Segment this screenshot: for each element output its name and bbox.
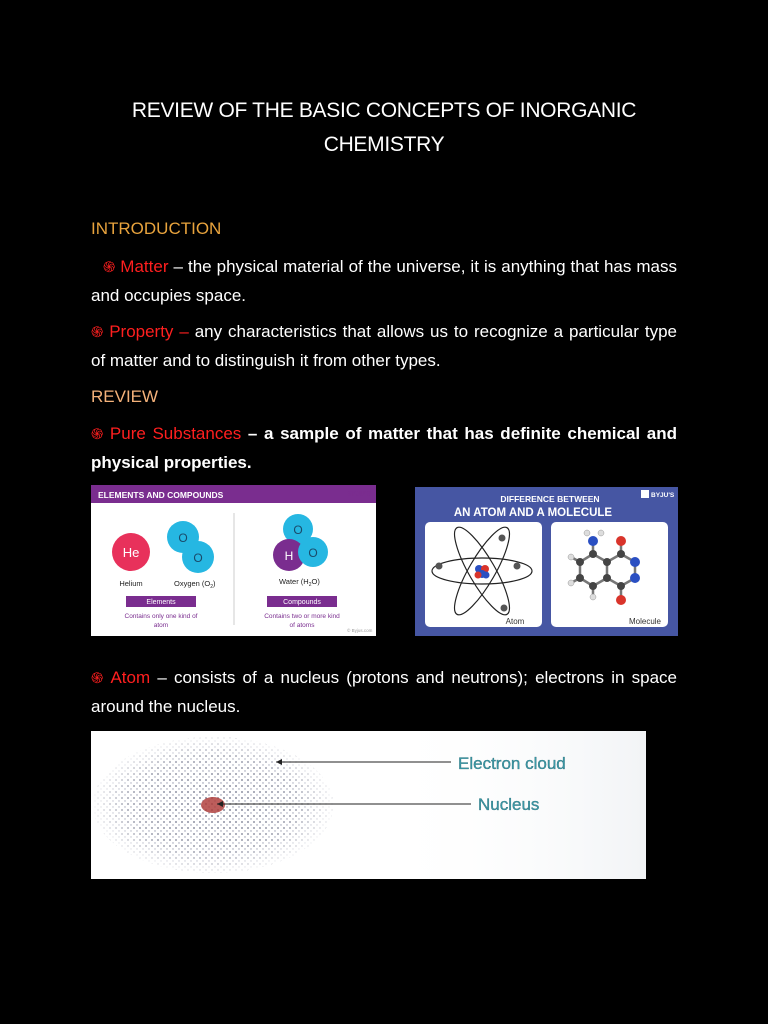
molecule-panel — [551, 522, 668, 627]
bullet-icon: ֍ — [103, 259, 116, 276]
svg-text:Contains only one kind of: Contains only one kind of — [124, 613, 198, 620]
svg-text:O: O — [293, 523, 303, 537]
nucleus-label: Nucleus — [478, 795, 540, 814]
introduction-heading: INTRODUCTION — [91, 219, 222, 238]
electron-cloud-figure — [91, 731, 646, 879]
molecule-label: Molecule — [628, 617, 662, 626]
svg-text:O: O — [308, 546, 318, 560]
electron-cloud-label: Electron cloud — [458, 754, 566, 773]
helium-label: Helium — [119, 579, 143, 588]
review-heading: REVIEW — [91, 387, 159, 406]
figure-header: ELEMENTS AND COMPOUNDS — [98, 490, 224, 500]
svg-text:© Byjus.com: © Byjus.com — [347, 628, 373, 633]
byjus-brand: BYJU'S — [346, 491, 372, 498]
page-title: REVIEW OF THE BASIC CONCEPTS OF INORGANIC CHEMISTRY — [131, 99, 637, 156]
helium-symbol: He — [122, 545, 140, 560]
svg-text:O: O — [178, 531, 188, 545]
byjus-logo-icon — [335, 489, 344, 498]
svg-text:O: O — [193, 551, 203, 565]
matter-term: Matter — [120, 257, 169, 276]
bullet-icon: ֍ — [91, 426, 104, 443]
atom-paragraph — [91, 664, 677, 721]
figure-header: AN ATOM AND A MOLECULE — [453, 507, 613, 519]
elements-compounds-figure — [91, 485, 376, 636]
svg-text:H: H — [284, 549, 294, 563]
matter-text: – the physical material of the universe, it is anything that has mass and occupies space. — [91, 257, 677, 305]
svg-text:atom: atom — [153, 622, 169, 629]
pure-substances-text: – a sample of matter that has definite chemical and physical properties. — [91, 424, 678, 472]
svg-text:Elements: Elements — [146, 599, 176, 606]
property-text: any characteristics that allows us to recognize a particular type of matter and to distinguish it from other types. — [91, 322, 677, 370]
bullet-icon: ֍ — [91, 324, 104, 341]
svg-text:of atoms: of atoms — [289, 622, 315, 629]
byjus-logo-icon — [641, 490, 649, 498]
figure-subheader: DIFFERENCE BETWEEN — [500, 494, 600, 504]
bullet-icon: ֍ — [91, 670, 104, 687]
atom-term: Atom — [110, 668, 151, 687]
oxygen-label: Oxygen $(O_2)$ — [174, 579, 216, 590]
svg-text:Contains two or more kind: Contains two or more kind — [264, 613, 340, 620]
matter-paragraph — [91, 253, 677, 310]
atom-text: – consists of a nucleus (protons and neutrons); electrons in space around the nucleus. — [91, 668, 678, 716]
svg-text:Compounds: Compounds — [283, 599, 321, 606]
property-paragraph — [91, 318, 677, 375]
property-term: Property – — [109, 322, 189, 341]
water-label: Water $(H_2O)$ — [279, 577, 320, 588]
pure-substances-paragraph — [91, 420, 677, 477]
pure-substances-term: Pure Substances — [109, 424, 242, 443]
atom-molecule-figure — [415, 487, 678, 636]
atom-label: Atom — [505, 617, 525, 626]
svg-text:BYJU'S: BYJU'S — [651, 492, 675, 499]
